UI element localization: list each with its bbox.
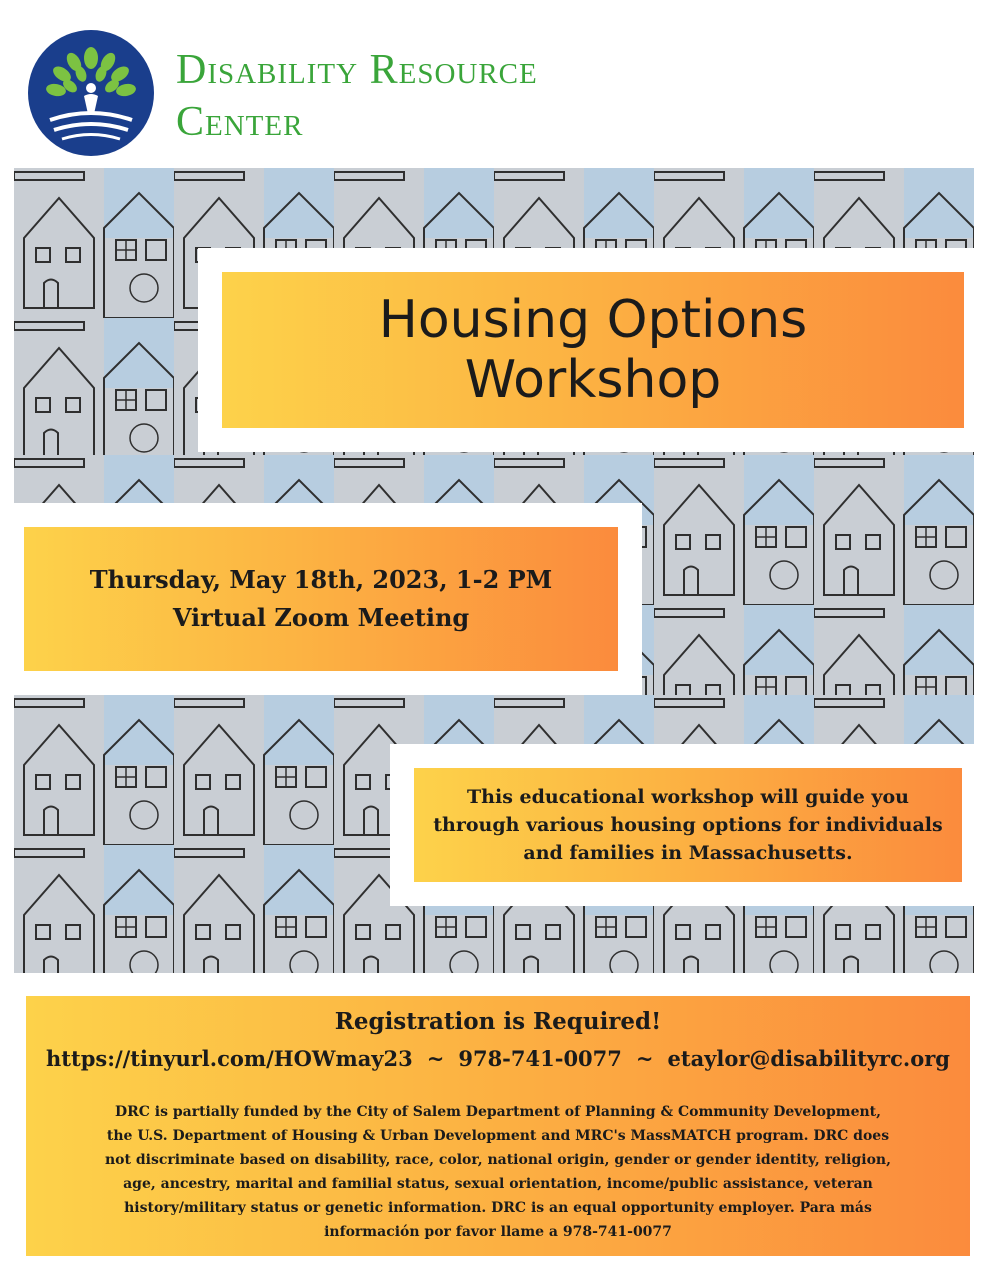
registration-heading: Registration is Required! — [334, 1008, 662, 1035]
disclaimer-line4: age, ancestry, marital and familial status, sexual orientation, income/public assistance, veteran — [123, 1176, 873, 1192]
org-name-line2: Center — [176, 99, 304, 145]
registration-section — [26, 996, 970, 1256]
registration-contacts — [26, 1046, 970, 1071]
disclaimer — [48, 1100, 948, 1244]
description-line2: through various housing options for individuals — [433, 814, 943, 836]
disclaimer-line2: the U.S. Department of Housing & Urban Development and MRC's MassMATCH program. DRC does — [106, 1128, 890, 1144]
separator: ~ — [635, 1046, 654, 1071]
disclaimer-line1: DRC is partially funded by the City of Salem Department of Planning & Community Development, — [114, 1104, 882, 1120]
event-location: Virtual Zoom Meeting — [172, 603, 470, 632]
separator: ~ — [426, 1046, 445, 1071]
registration-email[interactable]: etaylor@disabilityrc.org — [667, 1046, 950, 1071]
event-datetime: Thursday, May 18th, 2023, 1-2 PM — [89, 565, 553, 594]
title-line1: Housing Options — [378, 290, 808, 350]
disclaimer-line6: información por favor llame a 978-741-0077 — [324, 1224, 672, 1240]
org-name-line1: Disability Resource — [176, 47, 538, 93]
event-details — [24, 527, 618, 671]
disclaimer-line5: history/military status or genetic information. DRC is an equal opportunity employer. Para más — [124, 1200, 872, 1216]
title-line2: Workshop — [464, 350, 722, 410]
description-line3: and families in Massachusetts. — [523, 842, 853, 864]
tree-logo-icon — [26, 28, 156, 158]
page-title — [222, 272, 964, 428]
description-line1: This educational workshop will guide you — [467, 786, 909, 808]
disclaimer-line3: not discriminate based on disability, race, color, national origin, gender or gender identity, religion, — [105, 1152, 891, 1168]
registration-link[interactable]: https://tinyurl.com/HOWmay23 — [46, 1046, 413, 1071]
workshop-description — [414, 768, 962, 882]
registration-phone[interactable]: 978-741-0077 — [458, 1046, 622, 1071]
org-name — [176, 44, 538, 148]
